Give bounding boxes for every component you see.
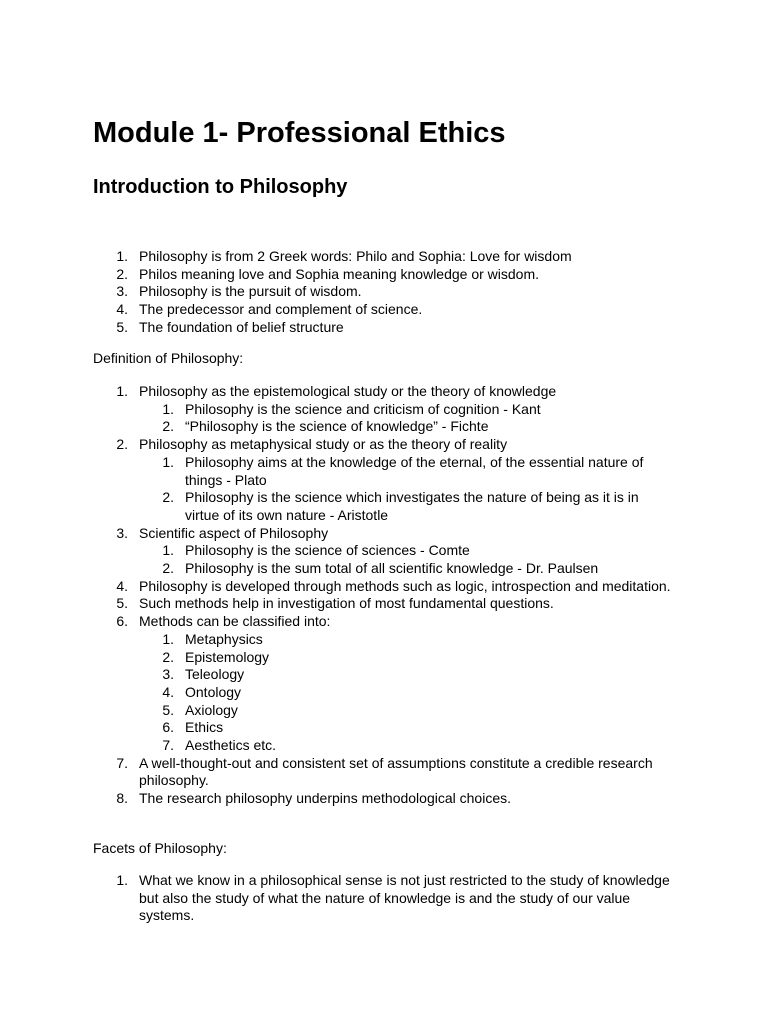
sub-list-item-text: Metaphysics <box>185 630 263 647</box>
sub-list-number: 2. <box>162 648 174 665</box>
sub-list-item <box>162 400 674 419</box>
list-item <box>0 613 674 755</box>
sub-list-item <box>162 489 674 524</box>
sub-list-item-text: Philosophy is the sum total of all scientific knowledge - Dr. Paulsen <box>185 560 599 577</box>
sub-list-item-text: Epistemology <box>185 648 270 665</box>
sub-list-number: 1. <box>162 542 174 559</box>
list-item <box>0 436 674 525</box>
sub-list-item-text: Aesthetics etc. <box>185 737 277 754</box>
list-item-text: Philosophy is from 2 Greek words: Philo and Sophia: Love for wisdom <box>139 248 572 264</box>
list-item-text: Scientific aspect of Philosophy <box>139 524 329 541</box>
sub-list-item <box>162 683 674 702</box>
sub-list-number: 2. <box>162 560 174 577</box>
sub-list-item <box>162 560 674 578</box>
list-number: 3. <box>116 524 128 541</box>
list-item-text: Philosophy as the epistemological study or the theory of knowledge <box>139 383 557 399</box>
list-item <box>0 319 674 337</box>
list-item-text: Philosophy as metaphysical study or as the theory of reality <box>139 436 508 453</box>
sub-list <box>139 454 674 525</box>
list-item <box>0 595 674 613</box>
sub-list-item <box>162 737 674 755</box>
list-item-text: Philosophy is developed through methods such as logic, introspection and meditation. <box>139 577 671 594</box>
sub-list-number: 2. <box>162 418 174 435</box>
list-item <box>0 755 674 790</box>
list-number: 8. <box>116 790 128 807</box>
sub-list-item <box>162 666 674 684</box>
list-number: 7. <box>116 754 128 771</box>
sub-list-item <box>162 648 674 667</box>
facets-list <box>0 872 674 925</box>
sub-list <box>139 401 674 436</box>
list-number: 4. <box>116 301 128 318</box>
list-item-text: Philosophy is the pursuit of wisdom. <box>139 283 362 300</box>
list-item <box>0 283 674 301</box>
sub-list-item <box>162 542 674 560</box>
list-number: 1. <box>116 872 128 888</box>
sub-list-item-text: Teleology <box>185 666 245 683</box>
list-item-text: Methods can be classified into: <box>139 613 331 630</box>
list-number: 1. <box>116 248 128 264</box>
sub-list-item-text: Philosophy is the science and criticism of cognition - Kant <box>185 400 541 417</box>
sub-list-item <box>162 701 674 720</box>
facets-heading: Facets of Philosophy: <box>93 840 227 856</box>
sub-list-item-text: Axiology <box>185 701 238 718</box>
sub-list-item <box>162 418 674 436</box>
sub-list-number: 3. <box>162 666 174 683</box>
sub-list-number: 4. <box>162 683 174 700</box>
sub-list-number: 1. <box>162 400 174 417</box>
sub-list-number: 2. <box>162 489 174 506</box>
page-title: Module 1- Professional Ethics <box>93 117 506 149</box>
list-item <box>0 383 674 436</box>
list-item-text: The foundation of belief structure <box>139 318 344 335</box>
sub-list-item-text: Philosophy aims at the knowledge of the eternal, of the essential nature of things - Plato <box>185 453 644 488</box>
sub-list-item-text: Ontology <box>185 683 242 700</box>
sub-list-number: 1. <box>162 453 174 470</box>
list-number: 6. <box>116 613 128 630</box>
intro-list <box>0 248 674 337</box>
list-number: 2. <box>116 265 128 282</box>
list-item <box>0 872 674 925</box>
sub-list-item-text: Ethics <box>185 719 224 736</box>
list-number: 4. <box>116 577 128 594</box>
list-item-text: A well-thought-out and consistent set of assumptions constitute a credible research philosophy. <box>139 754 653 789</box>
list-item <box>0 790 674 808</box>
list-item-text: Philos meaning love and Sophia meaning knowledge or wisdom. <box>139 265 540 282</box>
list-item-text: The research philosophy underpins methodological choices. <box>139 790 511 807</box>
list-number: 3. <box>116 283 128 300</box>
list-item <box>0 301 674 319</box>
list-item <box>0 525 674 578</box>
definition-list <box>0 383 674 808</box>
list-number: 5. <box>116 595 128 612</box>
list-number: 5. <box>116 318 128 335</box>
section-heading: Introduction to Philosophy <box>93 176 348 198</box>
list-item-text: The predecessor and complement of science. <box>139 301 423 318</box>
list-item <box>0 248 674 266</box>
sub-list-item <box>162 453 674 489</box>
sub-list <box>139 631 674 755</box>
list-item-text: Such methods help in investigation of most fundamental questions. <box>139 595 554 612</box>
sub-list-item <box>162 630 674 649</box>
sub-list <box>139 542 674 577</box>
sub-list-item-text: “Philosophy is the science of knowledge” - Fichte <box>185 418 489 435</box>
list-number: 2. <box>116 436 128 453</box>
sub-list-item-text: Philosophy is the science which investigates the nature of being as it is in virtue of its own nature - Aristotle <box>185 489 639 523</box>
list-item-text: What we know in a philosophical sense is not just restricted to the study of knowledge but also the study of what the nature of knowledge is and the study of our value systems. <box>139 872 670 924</box>
definition-heading: Definition of Philosophy: <box>93 350 244 366</box>
list-item <box>0 578 674 596</box>
sub-list-number: 6. <box>162 719 174 736</box>
sub-list-number: 5. <box>162 701 174 718</box>
sub-list-item-text: Philosophy is the science of sciences - Comte <box>185 542 470 559</box>
sub-list-number: 7. <box>162 737 174 754</box>
list-item <box>0 266 674 284</box>
list-number: 1. <box>116 383 128 399</box>
sub-list-item <box>162 719 674 737</box>
sub-list-number: 1. <box>162 630 174 647</box>
